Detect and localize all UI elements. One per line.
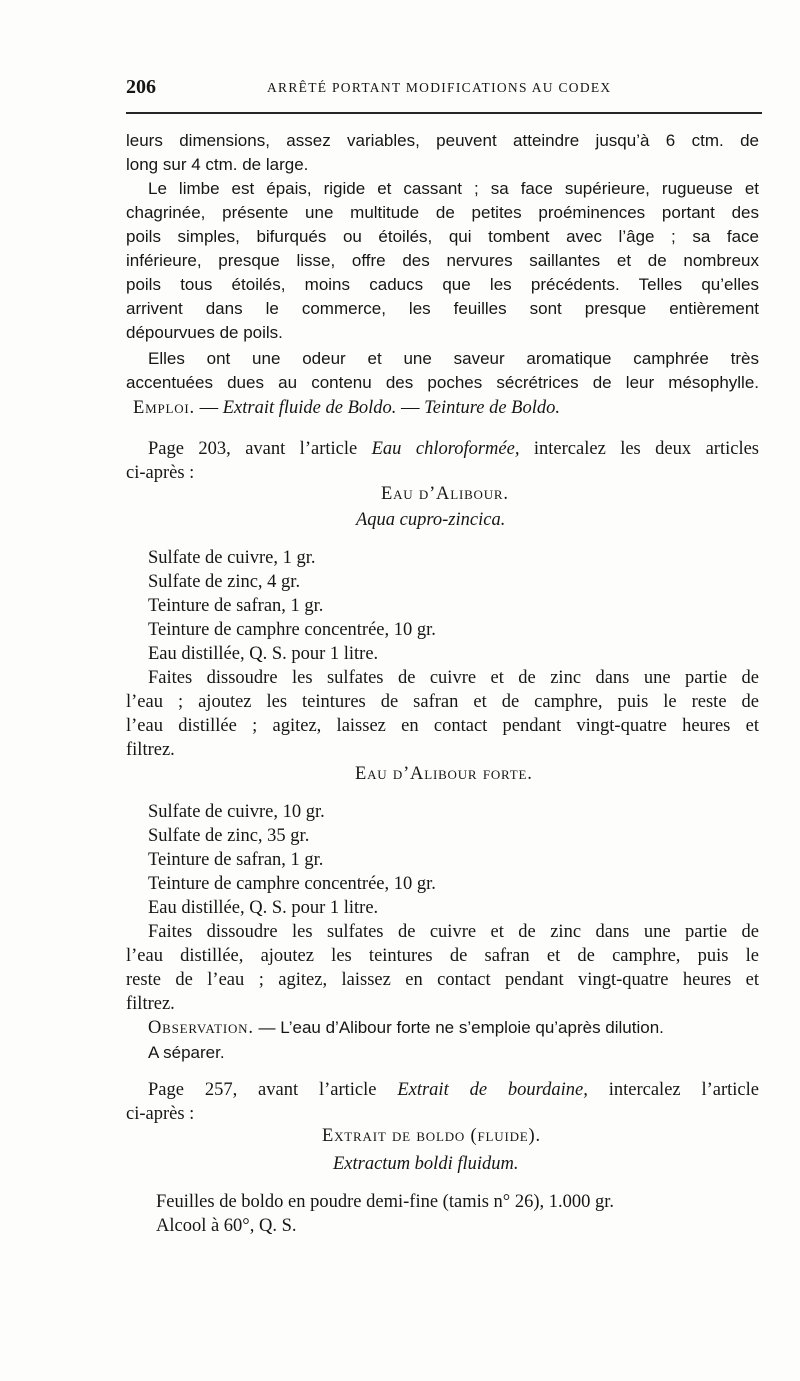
article-subtitle: Extractum boldi fluidum. (333, 1154, 519, 1174)
text-line: Faites dissoudre les sulfates de cuivre et de zinc dans une partie de (148, 922, 759, 942)
page-number: 206 (126, 76, 156, 98)
recipe-item: Eau distillée, Q. S. pour 1 litre. (148, 644, 379, 664)
header-rule (126, 112, 762, 114)
text-line: ci-après : (126, 1104, 195, 1124)
article-ref: Eau chloroformée, (371, 439, 520, 459)
text-line: Faites dissoudre les sulfates de cuivre et de zinc dans une partie de (148, 668, 759, 688)
text-line: l’eau ; ajoutez les teintures de safran et de camphre, puis le reste de (126, 692, 759, 712)
emploi-label: Emploi. (133, 398, 195, 418)
text-line: Le limbe est épais, rigide et cassant ; sa face supérieure, rugueuse et (148, 179, 759, 198)
dash: — (396, 398, 425, 418)
text-span: intercalez l’article (587, 1080, 759, 1100)
text-line: chagrinée, présente une multitude de petites proéminences portant des (126, 203, 759, 222)
text-span: Page 257, avant l’article (148, 1080, 398, 1100)
recipe-item: Sulfate de cuivre, 10 gr. (148, 802, 325, 822)
recipe-item: Teinture de safran, 1 gr. (148, 850, 324, 870)
recipe-item: Teinture de camphre concentrée, 10 gr. (148, 620, 436, 640)
text-line: inférieure, presque lisse, offre des nervures saillantes et de nombreux (126, 251, 759, 270)
recipe-item: Alcool à 60°, Q. S. (156, 1216, 297, 1236)
text-line: arrivent dans le commerce, les feuilles sont presque entièrement (126, 299, 759, 318)
text-line: poils simples, bifurqués ou étoilés, qui tombent avec l’âge ; sa face (126, 227, 759, 246)
text-line: leurs dimensions, assez variables, peuvent atteindre jusqu’à 6 ctm. de (126, 131, 759, 150)
dash: — (194, 398, 223, 418)
recipe-item: Sulfate de zinc, 4 gr. (148, 572, 301, 592)
text-line: dépourvues de poils. (126, 323, 283, 342)
text-line: ci-après : (126, 463, 195, 483)
running-title: ARRÊTÉ PORTANT MODIFICATIONS AU CODEX (267, 80, 612, 95)
running-header (126, 76, 762, 102)
text-line: reste de l’eau ; agitez, laissez en contact pendant vingt-quatre heures et (126, 970, 759, 990)
observation-text: — L’eau d’Alibour forte ne s’emploie qu’après dilution. (253, 1018, 664, 1037)
text-span: Page 203, avant l’article (148, 439, 372, 459)
text-line: filtrez. (126, 994, 175, 1014)
text-line: filtrez. (126, 740, 175, 760)
article-ref: Extrait de bourdaine, (397, 1080, 588, 1100)
recipe-item: Eau distillée, Q. S. pour 1 litre. (148, 898, 379, 918)
article-title: Eau d’Alibour. (381, 484, 509, 504)
text-span: intercalez les deux articles (519, 439, 759, 459)
text-line (148, 437, 759, 461)
recipe-item: Sulfate de zinc, 35 gr. (148, 826, 310, 846)
text-line: poils tous étoilés, moins caducs que les précédents. Telles qu’elles (126, 275, 759, 294)
text-line: l’eau distillée ; agitez, laissez en contact pendant vingt-quatre heures et (126, 716, 759, 736)
text-line: accentuées dues au contenu des poches sécrétrices de leur mésophylle. (126, 373, 759, 392)
article-subtitle: Aqua cupro-zincica. (356, 510, 506, 530)
observation-line (148, 1016, 664, 1040)
recipe-item: Teinture de safran, 1 gr. (148, 596, 324, 616)
observation-label: Observation. (148, 1018, 254, 1038)
separer-note: A séparer. (148, 1043, 225, 1062)
text-line: Elles ont une odeur et une saveur aromatique camphrée très (148, 349, 759, 368)
text-line (148, 1078, 759, 1102)
emploi-item: Teinture de Boldo. (424, 398, 560, 418)
recipe-item: Sulfate de cuivre, 1 gr. (148, 548, 316, 568)
article-title: Extrait de boldo (fluide). (322, 1126, 541, 1146)
text-line: long sur 4 ctm. de large. (126, 155, 309, 174)
emploi-item: Extrait fluide de Boldo. (222, 398, 397, 418)
recipe-item: Feuilles de boldo en poudre demi-fine (tamis n° 26), 1.000 gr. (156, 1192, 614, 1212)
article-title: Eau d’Alibour forte. (355, 764, 533, 784)
recipe-item: Teinture de camphre concentrée, 10 gr. (148, 874, 436, 894)
text-line: l’eau distillée, ajoutez les teintures de safran et de camphre, puis le (126, 946, 759, 966)
emploi-line (133, 396, 560, 420)
